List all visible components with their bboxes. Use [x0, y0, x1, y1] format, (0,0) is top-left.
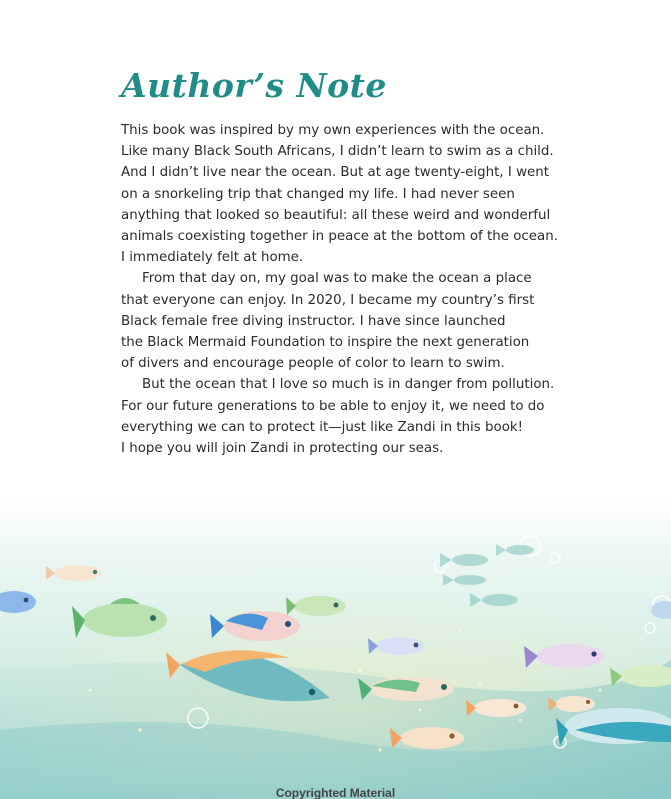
- text-line: on a snorkeling trip that changed my life. I had never seen: [121, 186, 515, 202]
- text-line: animals coexisting together in peace at the bottom of the ocean.: [121, 229, 558, 245]
- text-line: For our future generations to be able to enjoy it, we need to do: [121, 398, 545, 414]
- text-line: of divers and encourage people of color to learn to swim.: [121, 356, 505, 372]
- authors-note-text: [121, 120, 581, 459]
- ocean-fish-illustration: [0, 480, 671, 799]
- text-line: But the ocean that I love so much is in danger from pollution.: [142, 377, 555, 393]
- text-line: From that day on, my goal was to make the ocean a place: [142, 271, 532, 287]
- text-line: the Black Mermaid Foundation to inspire the next generation: [121, 335, 530, 351]
- page-title: Author’s Note: [121, 66, 387, 105]
- text-line: anything that looked so beautiful: all these weird and wonderful: [121, 207, 551, 223]
- text-line: Black female free diving instructor. I have since launched: [121, 313, 506, 329]
- text-line: Like many Black South Africans, I didn’t learn to swim as a child.: [121, 144, 554, 160]
- copyright-footer: Copyrighted Material: [275, 786, 396, 799]
- text-line: I immediately felt at home.: [121, 250, 304, 266]
- text-line: This book was inspired by my own experiences with the ocean.: [121, 123, 545, 138]
- text-line: everything we can to protect it—just like Zandi in this book!: [121, 419, 524, 435]
- text-line: And I didn’t live near the ocean. But at age twenty-eight, I went: [121, 165, 549, 181]
- text-line: I hope you will join Zandi in protecting our seas.: [121, 441, 444, 457]
- text-line: that everyone can enjoy. In 2020, I became my country’s first: [121, 292, 535, 308]
